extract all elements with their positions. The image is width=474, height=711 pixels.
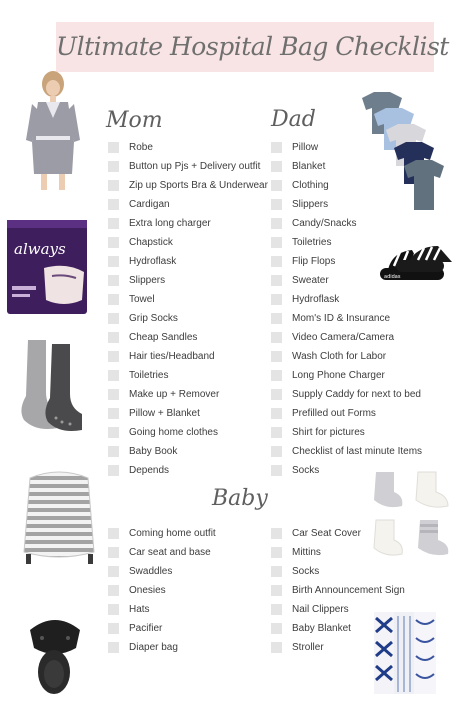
item-label: Long Phone Charger bbox=[292, 370, 385, 381]
item-label: Pillow + Blanket bbox=[129, 408, 200, 419]
list-item[interactable] bbox=[271, 562, 405, 581]
checkbox[interactable] bbox=[108, 313, 119, 324]
item-label: Depends bbox=[129, 465, 170, 476]
checkbox[interactable] bbox=[108, 332, 119, 343]
swaddle-blankets-icon bbox=[372, 608, 438, 696]
item-label: Sweater bbox=[292, 275, 329, 286]
list-item[interactable] bbox=[108, 233, 268, 252]
list-item[interactable] bbox=[108, 423, 268, 442]
checkbox[interactable] bbox=[271, 237, 282, 248]
item-label: Chapstick bbox=[129, 237, 173, 248]
checkbox[interactable] bbox=[108, 623, 119, 634]
checkbox[interactable] bbox=[108, 547, 119, 558]
list-item[interactable] bbox=[271, 423, 422, 442]
list-item[interactable] bbox=[108, 385, 268, 404]
item-label: Hydroflask bbox=[292, 294, 340, 305]
checkbox[interactable] bbox=[271, 585, 282, 596]
list-item[interactable] bbox=[271, 290, 422, 309]
item-label: Toiletries bbox=[292, 237, 332, 248]
list-item[interactable] bbox=[108, 176, 268, 195]
checkbox[interactable] bbox=[108, 180, 119, 191]
list-item[interactable] bbox=[271, 581, 405, 600]
checkbox[interactable] bbox=[108, 408, 119, 419]
checkbox[interactable] bbox=[271, 389, 282, 400]
checkbox[interactable] bbox=[271, 427, 282, 438]
item-label: Slippers bbox=[292, 199, 329, 210]
checkbox[interactable] bbox=[271, 547, 282, 558]
item-label: Grip Socks bbox=[129, 313, 178, 324]
list-item[interactable] bbox=[108, 562, 216, 581]
item-label: Extra long charger bbox=[129, 218, 211, 229]
checkbox[interactable] bbox=[108, 199, 119, 210]
list-item[interactable] bbox=[108, 543, 216, 562]
item-label: Hats bbox=[129, 604, 150, 615]
checkbox[interactable] bbox=[271, 642, 282, 653]
checkbox[interactable] bbox=[108, 351, 119, 362]
checkbox[interactable] bbox=[271, 294, 282, 305]
item-label: Cheap Sandles bbox=[129, 332, 198, 343]
list-item[interactable] bbox=[108, 157, 268, 176]
checkbox[interactable] bbox=[108, 370, 119, 381]
checkbox[interactable] bbox=[108, 389, 119, 400]
list-item[interactable] bbox=[271, 214, 422, 233]
list-item[interactable] bbox=[271, 385, 422, 404]
checkbox[interactable] bbox=[271, 604, 282, 615]
item-label: Supply Caddy for next to bed bbox=[292, 389, 421, 400]
list-item[interactable] bbox=[108, 328, 268, 347]
item-label: Slippers bbox=[129, 275, 166, 286]
checkbox[interactable] bbox=[108, 528, 119, 539]
item-label: Stroller bbox=[292, 642, 324, 653]
item-label: Socks bbox=[292, 465, 320, 476]
list-item[interactable] bbox=[108, 461, 268, 480]
checkbox[interactable] bbox=[108, 446, 119, 457]
checkbox[interactable] bbox=[108, 161, 119, 172]
dad-heading: Dad bbox=[271, 107, 316, 132]
list-item[interactable] bbox=[271, 328, 422, 347]
list-item[interactable] bbox=[271, 309, 422, 328]
list-item[interactable] bbox=[108, 404, 268, 423]
item-label: Hair ties/Headband bbox=[129, 351, 215, 362]
checkbox[interactable] bbox=[108, 294, 119, 305]
page-title: Ultimate Hospital Bag Checklist bbox=[56, 32, 449, 61]
pacifier-icon bbox=[20, 610, 90, 700]
checkbox[interactable] bbox=[271, 446, 282, 457]
checkbox[interactable] bbox=[108, 585, 119, 596]
always-pads-package-icon bbox=[6, 216, 88, 316]
checkbox[interactable] bbox=[271, 313, 282, 324]
item-label: Wash Cloth for Labor bbox=[292, 351, 387, 362]
item-label: Car seat and base bbox=[129, 547, 211, 558]
checkbox[interactable] bbox=[271, 528, 282, 539]
item-label: Zip up Sports Bra & Underwear bbox=[129, 180, 268, 191]
item-label: Mom's ID & Insurance bbox=[292, 313, 391, 324]
checkbox[interactable] bbox=[108, 275, 119, 286]
list-item[interactable] bbox=[108, 347, 268, 366]
item-label: Socks bbox=[292, 566, 320, 577]
item-label: Button up Pjs + Delivery outfit bbox=[129, 161, 261, 172]
checkbox[interactable] bbox=[271, 142, 282, 153]
list-item[interactable] bbox=[108, 638, 216, 657]
item-label: Flip Flops bbox=[292, 256, 336, 267]
robe-woman-icon bbox=[22, 70, 84, 194]
slide-sandals-icon bbox=[378, 244, 460, 284]
list-item[interactable] bbox=[108, 195, 268, 214]
checkbox[interactable] bbox=[271, 218, 282, 229]
list-item[interactable] bbox=[108, 138, 268, 157]
item-label: Make up + Remover bbox=[129, 389, 220, 400]
item-label: Cardigan bbox=[129, 199, 170, 210]
mom-heading: Mom bbox=[106, 108, 163, 133]
list-item[interactable] bbox=[108, 290, 268, 309]
checkbox[interactable] bbox=[271, 161, 282, 172]
list-item[interactable] bbox=[108, 214, 268, 233]
checkbox[interactable] bbox=[271, 351, 282, 362]
checkbox[interactable] bbox=[271, 332, 282, 343]
checkbox[interactable] bbox=[108, 566, 119, 577]
checkbox[interactable] bbox=[108, 256, 119, 267]
list-item[interactable] bbox=[108, 252, 268, 271]
checkbox[interactable] bbox=[108, 604, 119, 615]
baby-heading: Baby bbox=[212, 486, 268, 511]
item-label: Candy/Snacks bbox=[292, 218, 357, 229]
checkbox[interactable] bbox=[108, 427, 119, 438]
baby-socks-icon bbox=[368, 468, 458, 564]
item-label: Birth Announcement Sign bbox=[292, 585, 405, 596]
list-item[interactable] bbox=[108, 524, 216, 543]
list-item[interactable] bbox=[271, 404, 422, 423]
item-label: Baby Blanket bbox=[292, 623, 351, 634]
checkbox[interactable] bbox=[271, 199, 282, 210]
item-label: Baby Book bbox=[129, 446, 178, 457]
checkbox[interactable] bbox=[271, 180, 282, 191]
item-label: Onesies bbox=[129, 585, 166, 596]
checkbox[interactable] bbox=[271, 256, 282, 267]
checkbox[interactable] bbox=[108, 218, 119, 229]
mom-checklist bbox=[108, 138, 268, 480]
item-label: Mittins bbox=[292, 547, 321, 558]
list-item[interactable] bbox=[108, 309, 268, 328]
checkbox[interactable] bbox=[108, 642, 119, 653]
tshirts-icon bbox=[356, 88, 456, 214]
package-brand: always bbox=[14, 240, 66, 258]
item-label: Checklist of last minute Items bbox=[292, 446, 423, 457]
checkbox[interactable] bbox=[108, 465, 119, 476]
item-label: Toiletries bbox=[129, 370, 169, 381]
list-item[interactable] bbox=[271, 366, 422, 385]
item-label: Swaddles bbox=[129, 566, 173, 577]
item-label: Robe bbox=[129, 142, 153, 153]
grip-socks-icon bbox=[16, 336, 92, 434]
item-label: Blanket bbox=[292, 161, 326, 172]
list-item[interactable] bbox=[271, 347, 422, 366]
checkbox[interactable] bbox=[271, 408, 282, 419]
checkbox[interactable] bbox=[271, 275, 282, 286]
item-label: Video Camera/Camera bbox=[292, 332, 395, 343]
list-item[interactable] bbox=[108, 600, 216, 619]
baby-checklist-left bbox=[108, 524, 216, 657]
item-label: Towel bbox=[129, 294, 155, 305]
list-item[interactable] bbox=[108, 366, 268, 385]
item-label: Hydroflask bbox=[129, 256, 177, 267]
list-item[interactable] bbox=[108, 581, 216, 600]
item-label: Car Seat Cover bbox=[292, 528, 361, 539]
checkbox[interactable] bbox=[108, 142, 119, 153]
checkbox[interactable] bbox=[271, 465, 282, 476]
item-label: Prefilled out Forms bbox=[292, 408, 376, 419]
checkbox[interactable] bbox=[271, 623, 282, 634]
checkbox[interactable] bbox=[271, 370, 282, 381]
list-item[interactable] bbox=[108, 619, 216, 638]
item-label: Diaper bag bbox=[129, 642, 178, 653]
item-label: Going home clothes bbox=[129, 427, 218, 438]
list-item[interactable] bbox=[108, 442, 268, 461]
checkbox[interactable] bbox=[108, 237, 119, 248]
car-seat-cover-icon bbox=[20, 468, 98, 566]
checkbox[interactable] bbox=[271, 566, 282, 577]
list-item[interactable] bbox=[108, 271, 268, 290]
item-label: Pillow bbox=[292, 142, 319, 153]
item-label: Nail Clippers bbox=[292, 604, 349, 615]
list-item[interactable] bbox=[271, 442, 422, 461]
slide-brand: adidas bbox=[384, 274, 401, 280]
item-label: Clothing bbox=[292, 180, 329, 191]
item-label: Coming home outfit bbox=[129, 528, 216, 539]
item-label: Shirt for pictures bbox=[292, 427, 365, 438]
item-label: Pacifier bbox=[129, 623, 163, 634]
